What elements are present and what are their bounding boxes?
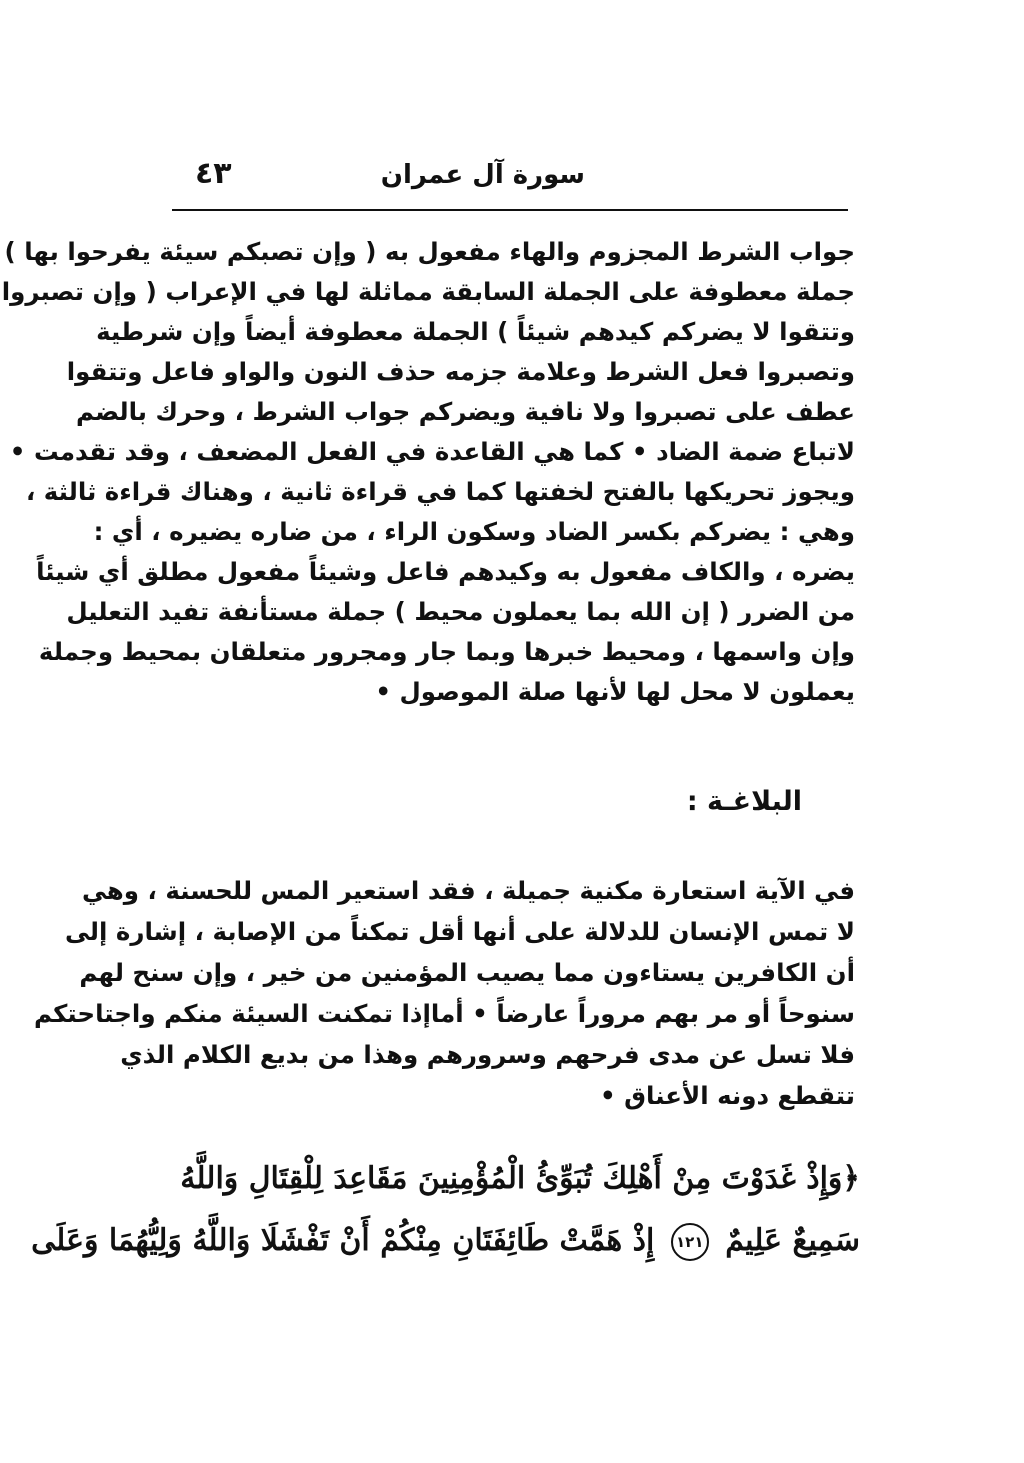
surah-title: سورة آل عمران [380, 160, 585, 190]
text-line: وتصبروا فعل الشرط وعلامة جزمه حذف النون والواو فاعل وتتقوا [66, 357, 855, 386]
verse-text: سَمِيعٌ عَلِيمٌ [725, 1223, 860, 1258]
text-line: ويجوز تحريكها بالفتح لخفتها كما في قراءة ثانية ، وهناك قراءة ثالثة ، [25, 477, 855, 506]
text-line: لا تمس الإنسان للدلالة على أنها أقل تمكناً من الإصابة ، إشارة إلى [64, 917, 855, 946]
text-line: فلا تسل عن مدى فرحهم وسرورهم وهذا من بديع الكلام الذي [120, 1040, 855, 1069]
text-line: أن الكافرين يستاءون مما يصيب المؤمنين من خير ، وإن سنح لهم [79, 958, 855, 987]
ayah-number-marker: ١٢١ [671, 1223, 709, 1261]
text-line: وتتقوا لا يضركم كيدهم شيئاً ) الجملة معطوفة أيضاً وإن شرطية [96, 317, 855, 346]
text-line: يعملون لا محل لها لأنها صلة الموصول • [375, 677, 855, 706]
text-line: من الضرر ( إن الله بما يعملون محيط ) جملة مستأنفة تفيد التعليل [66, 597, 855, 626]
text-line: عطف على تصبروا ولا نافية ويضركم جواب الشرط ، وحرك بالضم [76, 397, 855, 426]
text-line: سنوحاً أو مر بهم مروراً عارضاً • أماإذا تمكنت السيئة منكم واجتاحتكم [33, 999, 855, 1028]
grammar-paragraph [1, 232, 855, 712]
page-number: ٤٣ [195, 156, 232, 191]
header-rule [172, 209, 848, 211]
page-header [150, 150, 850, 200]
text-line: تتقطع دونه الأعناق • [599, 1081, 855, 1110]
text-line: جواب الشرط المجزوم والهاء مفعول به ( وإن تصبكم سيئة يفرحوا بها ) [4, 237, 855, 266]
text-line: جملة معطوفة على الجملة السابقة مماثلة لها في الإعراب ( وإن تصبروا [1, 277, 855, 306]
section-heading-rhetoric: البلاغـة : [686, 786, 802, 817]
verse-line [31, 1210, 860, 1272]
text-line: وهي : يضركم بكسر الضاد وسكون الراء ، من ضاره يضيره ، أي : [93, 517, 855, 546]
text-line: لاتباع ضمة الضاد • كما هي القاعدة في الفعل المضعف ، وقد تقدمت • [9, 437, 855, 466]
quran-verse [31, 1148, 860, 1272]
text-line: وإن واسمها ، ومحيط خبرها وبما جار ومجرور متعلقان بمحيط وجملة [38, 637, 855, 666]
rhetoric-paragraph [33, 870, 855, 1116]
verse-text: إِذْ هَمَّتْ طَائِفَتَانِ مِنْكُمْ أَنْ تَفْشَلَا وَاللَّهُ وَلِيُّهُمَا وَعَلَى [31, 1223, 655, 1258]
text-line: في الآية استعارة مكنية جميلة ، فقد استعير المس للحسنة ، وهي [82, 876, 855, 905]
text-line: يضره ، والكاف مفعول به وكيدهم فاعل وشيئاً مفعول مطلق أي شيئاً [36, 557, 855, 586]
verse-line: ﴿وَإِذْ غَدَوْتَ مِنْ أَهْلِكَ تُبَوِّئُ الْمُؤْمِنِينَ مَقَاعِدَ لِلْقِتَالِ وَاللَّهُ [180, 1161, 860, 1196]
